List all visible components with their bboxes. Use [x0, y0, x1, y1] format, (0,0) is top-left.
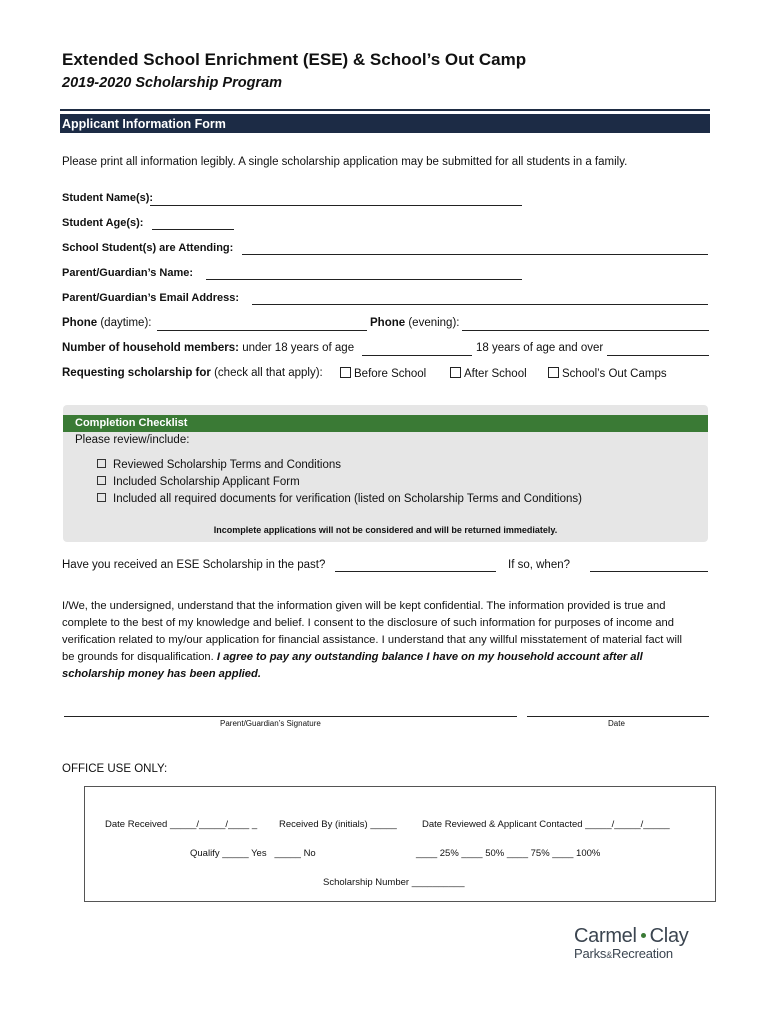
signature-line[interactable] [64, 716, 517, 717]
phone-evening-label-bold: Phone [370, 317, 406, 329]
checklist-item[interactable] [97, 459, 341, 471]
checkbox-after-school[interactable] [450, 367, 461, 378]
option-before-school[interactable] [340, 367, 426, 380]
header-divider [60, 109, 710, 111]
checkbox-before-school[interactable] [340, 367, 351, 378]
office-date-received: Date Received _____/_____/____ _ [105, 819, 258, 830]
option-after-school-label: After School [464, 368, 527, 380]
checkbox-terms[interactable] [97, 459, 106, 468]
phone-day-field[interactable] [157, 330, 367, 331]
household-label [62, 342, 354, 354]
option-before-school-label: Before School [354, 368, 427, 380]
past-scholarship-question: Have you received an ESE Scholarship in the past? [62, 559, 326, 571]
parent-name-field[interactable] [206, 279, 522, 280]
requesting-hint: (check all that apply): [214, 367, 323, 379]
consent-text: I/We, the undersigned, understand that the information given will be kept confidential. The information provided is true and complete to the best of my knowledge and belief. I consent to the disclosure of such information for purposes of income and verification related to my/our application for financial assistance. I understand that any willful misstatement of material fact will be grounds for disqualification. [62, 600, 682, 663]
office-qualify: Qualify _____ Yes _____ No [190, 848, 316, 859]
phone-evening-label [370, 317, 459, 329]
logo-word-carmel: Carmel [574, 925, 637, 947]
checkbox-applicant-form[interactable] [97, 476, 106, 485]
parent-email-field[interactable] [252, 304, 708, 305]
student-names-label: Student Name(s): [62, 192, 154, 204]
past-scholarship-field[interactable] [335, 571, 496, 572]
office-use-heading: OFFICE USE ONLY: [62, 763, 168, 775]
checklist-item-label: Reviewed Scholarship Terms and Conditions [113, 459, 341, 471]
checklist-item-label: Included Scholarship Applicant Form [113, 476, 300, 488]
student-ages-field[interactable] [152, 229, 234, 230]
student-ages-label: Student Age(s): [62, 217, 144, 229]
checkbox-documents[interactable] [97, 493, 106, 502]
school-field[interactable] [242, 254, 708, 255]
phone-day-label [62, 317, 151, 329]
phone-evening-label-hint: (evening): [408, 317, 460, 329]
checklist-intro: Please review/include: [75, 434, 190, 446]
requesting-label-bold: Requesting scholarship for [62, 367, 211, 379]
intro-text: Please print all information legibly. A single scholarship application may be submitted for all students in a family. [62, 156, 628, 168]
household-under-text: under 18 years of age [242, 342, 355, 354]
checklist-title: Completion Checklist [75, 417, 188, 429]
consent-paragraph [62, 598, 692, 683]
option-schools-out-camps-label: School’s Out Camps [562, 368, 667, 380]
household-over-text: 18 years of age and over [476, 342, 604, 354]
form-title: Extended School Enrichment (ESE) & School’s Out Camp [62, 50, 527, 69]
logo-ampersand: & [606, 950, 613, 960]
form-subtitle: 2019-2020 Scholarship Program [62, 75, 283, 91]
requesting-label [62, 367, 323, 379]
parent-email-label: Parent/Guardian’s Email Address: [62, 292, 240, 304]
checklist-item[interactable] [97, 476, 300, 488]
logo-parks-recreation [574, 946, 673, 961]
logo-word-parks: Parks [574, 946, 607, 961]
phone-evening-field[interactable] [462, 330, 709, 331]
phone-day-label-bold: Phone [62, 317, 98, 329]
phone-day-label-hint: (daytime): [100, 317, 152, 329]
school-label: School Student(s) are Attending: [62, 242, 234, 254]
checkbox-schools-out-camps[interactable] [548, 367, 559, 378]
signature-caption: Parent/Guardian’s Signature [220, 719, 321, 728]
office-date-reviewed: Date Reviewed & Applicant Contacted _____/_____/_____ [422, 819, 670, 830]
option-schools-out-camps[interactable] [548, 367, 667, 380]
household-over-field[interactable] [607, 355, 709, 356]
past-when-field[interactable] [590, 571, 708, 572]
date-line[interactable] [527, 716, 709, 717]
logo-word-clay: Clay [649, 925, 689, 947]
parent-name-label: Parent/Guardian’s Name: [62, 267, 194, 279]
past-when-label: If so, when? [508, 559, 571, 571]
office-received-by: Received By (initials) _____ [279, 819, 397, 830]
household-under-field[interactable] [362, 355, 472, 356]
checklist-item-label: Included all required documents for verification (listed on Scholarship Terms and Conditions) [113, 493, 582, 505]
household-label-bold: Number of household members: [62, 342, 239, 354]
consent-bold-text: I agree to pay any outstanding balance I have on my household account after all scholarship money has been applied. [62, 651, 643, 680]
checklist-item[interactable] [97, 493, 582, 505]
student-names-field[interactable] [150, 205, 522, 206]
option-after-school[interactable] [450, 367, 527, 380]
logo-dot-icon [641, 933, 646, 938]
date-caption: Date [608, 719, 625, 728]
office-scholarship-number: Scholarship Number __________ [323, 877, 465, 888]
section-title: Applicant Information Form [62, 117, 226, 131]
logo-carmel-clay [574, 925, 688, 948]
checklist-note: Incomplete applications will not be considered and will be returned immediately. [213, 525, 558, 535]
logo-word-recreation: Recreation [612, 946, 673, 961]
office-percent: ____ 25% ____ 50% ____ 75% ____ 100% [416, 848, 601, 859]
